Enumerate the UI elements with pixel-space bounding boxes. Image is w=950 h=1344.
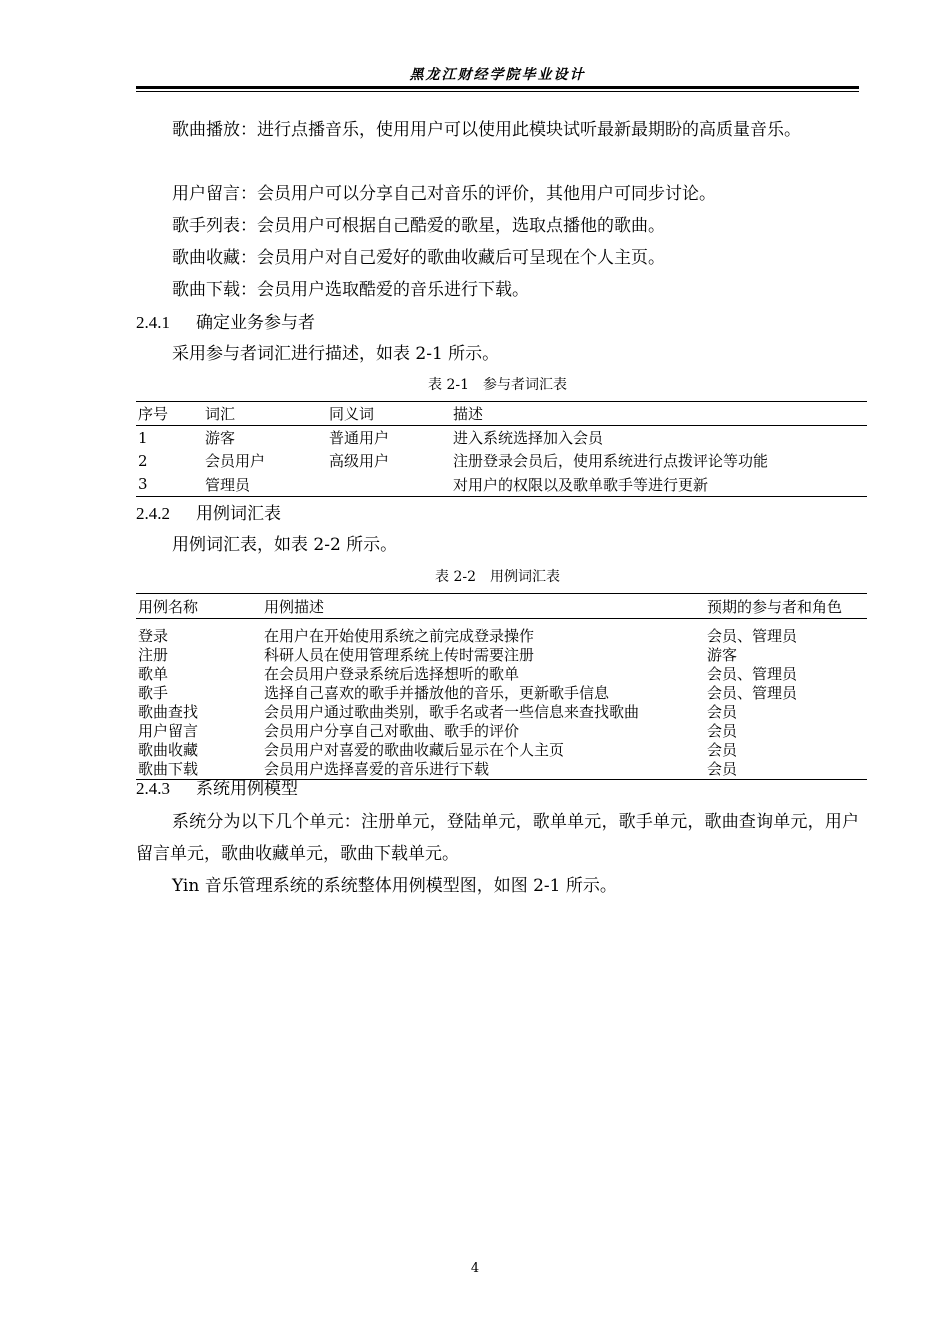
table-row — [136, 449, 867, 473]
table-row — [136, 473, 867, 497]
paragraph-system-units: 系统分为以下几个单元：注册单元，登陆单元，歌单单元，歌手单元，歌曲查询单元，用户留言单元，歌曲收藏单元，歌曲下载单元。 — [136, 812, 859, 864]
table-cell: 会员、管理员 — [707, 684, 798, 702]
table2-caption-title: 用例词汇表 — [490, 569, 560, 585]
table-cell: 会员 — [707, 722, 738, 740]
table-cell: 歌单 — [138, 665, 169, 683]
table1-caption-number: 表 2-1 — [428, 377, 469, 393]
table-cell: 游客 — [707, 646, 738, 664]
table-cell: 歌曲收藏 — [138, 741, 199, 759]
table-row — [136, 646, 867, 665]
table-row — [136, 741, 867, 760]
paragraph-table2-intro: 用例词汇表，如表 2-2 所示。 — [172, 535, 398, 555]
paragraph-song-playback: 歌曲播放：进行点播音乐，使用用户可以使用此模块试听最新最期盼的高质量音乐。 — [172, 120, 801, 140]
section-number: 2.4.2 — [136, 504, 170, 523]
table1-caption — [136, 375, 859, 395]
table-cell — [327, 473, 451, 497]
table-header-row — [136, 402, 867, 426]
paragraph-singer-list: 歌手列表：会员用户可根据自己酷爱的歌星，选取点播他的歌曲。 — [172, 216, 665, 236]
table-cell: 游客 — [205, 429, 236, 447]
header-rule-thick — [136, 86, 859, 89]
section-title: 确定业务参与者 — [196, 313, 315, 333]
table-row — [136, 722, 867, 741]
section-heading-2-4-1 — [136, 311, 859, 335]
section-heading-2-4-2 — [136, 502, 859, 526]
table-cell: 普通用户 — [329, 429, 390, 447]
column-header: 用例描述 — [262, 594, 705, 619]
table-cell: 3 — [136, 473, 203, 497]
table-cell: 会员 — [705, 760, 867, 780]
paragraph-song-favorite: 歌曲收藏：会员用户对自己爱好的歌曲收藏后可呈现在个人主页。 — [172, 248, 665, 268]
table-cell: 对用户的权限以及歌单歌手等进行更新 — [451, 473, 867, 497]
header-rule-thin — [136, 91, 859, 92]
section-number: 2.4.1 — [136, 313, 170, 332]
table-cell: 2 — [138, 451, 148, 470]
table-cell: 1 — [138, 428, 148, 447]
table-cell: 登录 — [138, 627, 169, 645]
table-cell: 高级用户 — [329, 452, 390, 471]
table-cell: 选择自己喜欢的歌手并播放他的音乐，更新歌手信息 — [264, 684, 610, 702]
column-header: 预期的参与者和角色 — [705, 594, 867, 619]
section-title: 系统用例模型 — [196, 779, 298, 799]
table-cell: 科研人员在使用管理系统上传时需要注册 — [264, 646, 535, 664]
table2-caption — [136, 567, 859, 587]
table-cell: 会员用户分享自己对歌曲、歌手的评价 — [264, 722, 520, 740]
section-number: 2.4.3 — [136, 779, 170, 798]
column-header: 描述 — [451, 402, 867, 426]
table2-caption-number: 表 2-2 — [435, 569, 476, 585]
table-row — [136, 426, 867, 450]
table-cell: 歌曲下载 — [136, 760, 262, 780]
column-header: 词汇 — [203, 402, 327, 426]
table-cell: 会员 — [707, 703, 738, 721]
table1-caption-title: 参与者词汇表 — [483, 377, 567, 393]
section-title: 用例词汇表 — [196, 504, 281, 524]
table-cell: 在用户在开始使用系统之前完成登录操作 — [264, 627, 535, 645]
table-cell: 会员用户对喜爱的歌曲收藏后显示在个人主页 — [264, 741, 565, 759]
table-row — [136, 665, 867, 684]
use-case-vocabulary-table — [136, 593, 867, 780]
actor-vocabulary-table — [136, 401, 867, 497]
table-cell: 会员用户 — [205, 452, 266, 471]
column-header: 同义词 — [327, 402, 451, 426]
table-cell: 用户留言 — [138, 722, 199, 740]
table-cell: 会员用户选择喜爱的音乐进行下载 — [262, 760, 705, 780]
table-row — [136, 684, 867, 703]
paragraph-song-download: 歌曲下载：会员用户选取酷爱的音乐进行下载。 — [172, 280, 529, 300]
page-header-title: 黑龙江财经学院毕业设计 — [409, 67, 586, 83]
table-row — [136, 703, 867, 722]
table-cell: 管理员 — [203, 473, 327, 497]
page-number: 4 — [470, 1261, 480, 1276]
table-cell: 注册登录会员后，使用系统进行点拨评论等功能 — [453, 452, 769, 471]
table-cell: 歌手 — [138, 684, 169, 702]
table-cell: 歌曲查找 — [138, 703, 199, 721]
section-heading-2-4-3 — [136, 777, 859, 801]
paragraph-use-case-model: Yin 音乐管理系统的系统整体用例模型图，如图 2-1 所示。 — [172, 876, 617, 896]
table-cell: 会员用户通过歌曲类别，歌手名或者一些信息来查找歌曲 — [264, 703, 640, 721]
table-cell: 注册 — [138, 646, 169, 664]
table-cell: 进入系统选择加入会员 — [453, 429, 604, 447]
column-header: 序号 — [136, 402, 203, 426]
table-cell: 会员 — [707, 741, 738, 759]
paragraph-user-message: 用户留言：会员用户可以分享自己对音乐的评价，其他用户可同步讨论。 — [172, 184, 716, 204]
paragraph-table1-intro: 采用参与者词汇进行描述，如表 2-1 所示。 — [172, 344, 500, 364]
table-cell: 会员、管理员 — [707, 627, 798, 645]
table-header-row — [136, 594, 867, 619]
table-row — [136, 619, 867, 647]
column-header: 用例名称 — [136, 594, 262, 619]
table-cell: 会员、管理员 — [707, 665, 798, 683]
table-cell: 在会员用户登录系统后选择想听的歌单 — [264, 665, 520, 683]
